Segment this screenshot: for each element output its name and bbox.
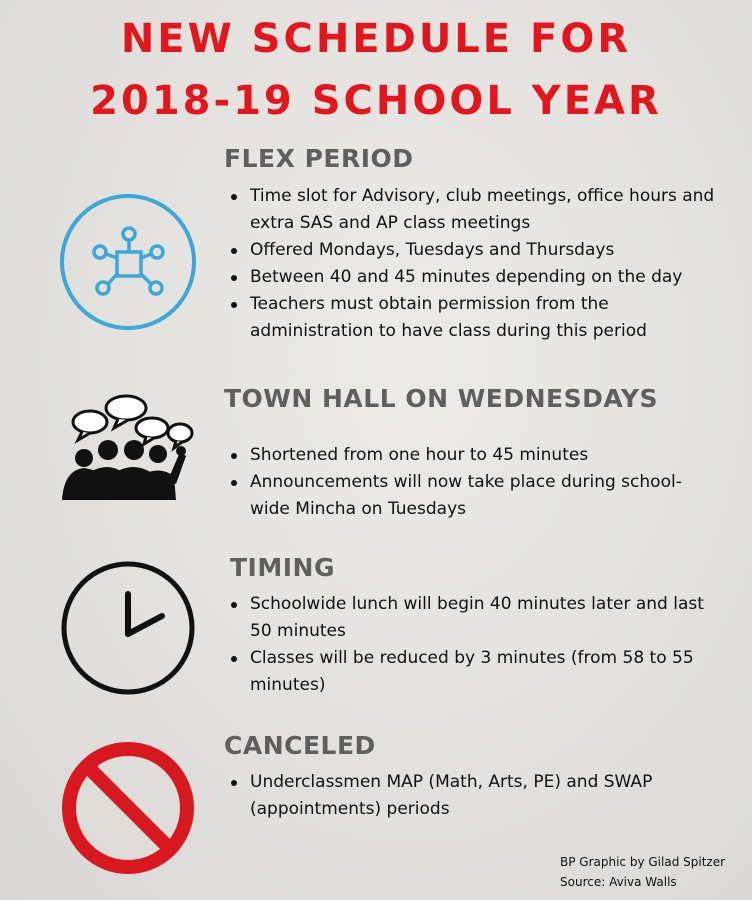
timing-bullets — [228, 591, 708, 699]
list-item: Shortened from one hour to 45 minutes — [228, 442, 698, 469]
section-heading-timing: TIMING — [230, 553, 335, 582]
canceled-bullets — [228, 769, 678, 823]
group-discussion-icon — [58, 388, 198, 508]
title-line-2: 2018-19 SCHOOL YEAR — [90, 78, 662, 124]
network-hub-icon — [58, 192, 198, 332]
graphic-credit: BP Graphic by Gilad Spitzer — [560, 855, 726, 869]
list-item: Between 40 and 45 minutes depending on the day — [228, 264, 728, 291]
list-item: Schoolwide lunch will begin 40 minutes later and last 50 minutes — [228, 591, 708, 645]
list-item: Offered Mondays, Tuesdays and Thursdays — [228, 237, 728, 264]
title-line-1: NEW SCHEDULE FOR — [120, 16, 632, 62]
town-hall-bullets — [228, 442, 698, 523]
list-item: Time slot for Advisory, club meetings, office hours and extra SAS and AP class meetings — [228, 183, 728, 237]
credits — [560, 852, 725, 892]
clock-icon — [58, 558, 198, 698]
section-heading-town-hall: TOWN HALL ON WEDNESDAYS — [224, 384, 658, 413]
page-title — [0, 8, 752, 132]
list-item: Classes will be reduced by 3 minutes (from 58 to 55 minutes) — [228, 645, 708, 699]
source-credit: Source: Aviva Walls — [560, 875, 677, 889]
list-item: Announcements will now take place during school-wide Mincha on Tuesdays — [228, 469, 698, 523]
prohibited-icon — [58, 738, 198, 878]
list-item: Teachers must obtain permission from the administration to have class during this period — [228, 291, 670, 345]
section-heading-canceled: CANCELED — [224, 731, 376, 760]
flex-period-bullets — [228, 183, 728, 345]
section-heading-flex-period: FLEX PERIOD — [224, 144, 414, 173]
list-item: Underclassmen MAP (Math, Arts, PE) and SWAP (appointments) periods — [228, 769, 678, 823]
